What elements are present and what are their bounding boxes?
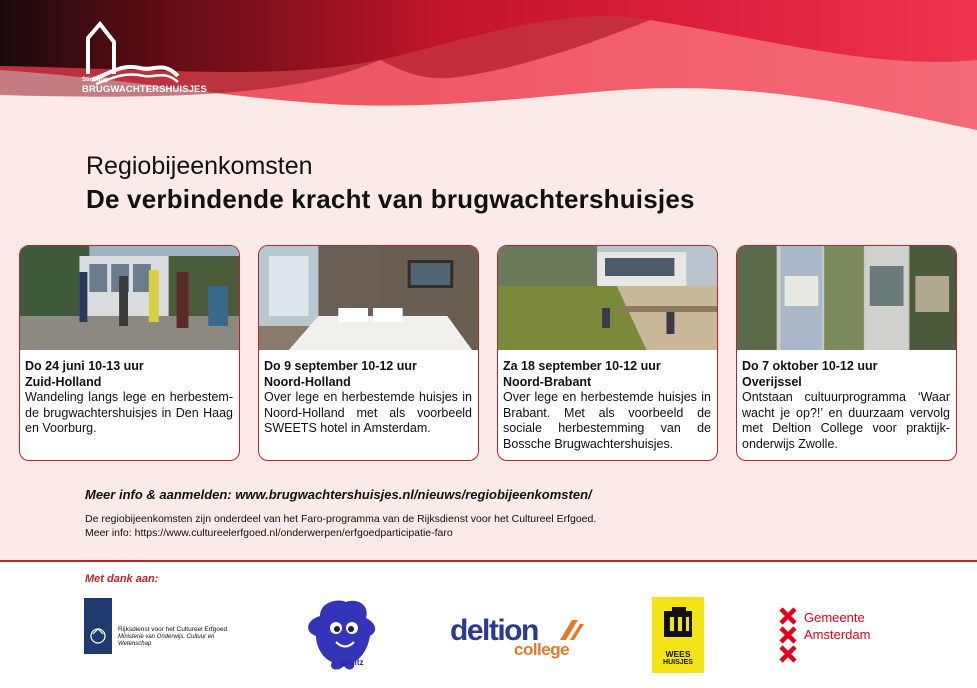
event-photo bbox=[20, 246, 239, 350]
event-photo bbox=[259, 246, 478, 350]
logo-small-text: Stichting bbox=[82, 77, 108, 83]
deltion-word: deltion bbox=[450, 614, 538, 647]
thanks-label: Met dank aan: bbox=[85, 573, 159, 585]
wees-label: WEES bbox=[665, 649, 691, 659]
event-card-overijssel bbox=[736, 245, 957, 461]
event-description: Over lege en herbestemde huisjes in Brabant. Met als voorbeeld de sociale herbestemming van de Bossche Brugwachtershuisjes. bbox=[503, 390, 711, 451]
wees-house-icon bbox=[652, 597, 704, 649]
logo-name: BRUGWACHTERSHUISJES bbox=[82, 84, 207, 95]
rijksdienst-logo bbox=[84, 598, 244, 654]
gemeente-amsterdam-logo bbox=[778, 607, 908, 667]
deltion-logo bbox=[450, 614, 585, 664]
sponsors-footer bbox=[0, 562, 977, 688]
event-date: Do 7 oktober 10-12 uur bbox=[742, 359, 878, 373]
more-info-link[interactable]: Meer info & aanmelden: www.brugwachtershuisjes.nl/nieuws/regiobijeenkomsten/ bbox=[85, 487, 592, 502]
amsterdam-crosses-icon bbox=[778, 607, 798, 665]
ministerie-name-cont: Wetenschap bbox=[118, 641, 152, 647]
event-region: Noord-Holland bbox=[264, 374, 351, 389]
faro-link[interactable]: Meer info: https://www.cultureelerfgoed.nl/onderwerpen/erfgoedparticipatie-faro bbox=[85, 527, 453, 539]
faro-note: De regiobijeenkomsten zijn onderdeel van het Faro-programma van de Rijksdienst voor het Cultureel Erfgoed. bbox=[85, 513, 597, 525]
wees-huisjes-logo bbox=[652, 597, 704, 673]
event-card-noord-holland bbox=[258, 245, 479, 461]
deltion-slash-icon bbox=[556, 618, 584, 642]
gooitz-label: gooitz bbox=[340, 658, 364, 667]
huisjes-label: HUISJES bbox=[663, 659, 693, 666]
event-description: Over lege en herbestemde huisjes in Noord-Holland met als voorbeeld SWEETS hotel in Amsterdam. bbox=[264, 390, 472, 436]
event-date: Do 24 juni 10-13 uur bbox=[25, 359, 144, 373]
event-region: Zuid-Holland bbox=[25, 374, 102, 389]
event-card-zuid-holland bbox=[19, 245, 240, 461]
event-region: Noord-Brabant bbox=[503, 374, 592, 389]
event-date: Za 18 september 10-12 uur bbox=[503, 359, 661, 373]
gemeente-label: Gemeente bbox=[804, 610, 865, 625]
subtitle: Regiobijeenkomsten bbox=[86, 152, 313, 180]
event-date: Do 9 september 10-12 uur bbox=[264, 359, 417, 373]
event-photo bbox=[498, 246, 717, 350]
page-title: De verbindende kracht van brugwachtershuisjes bbox=[86, 184, 695, 214]
ministerie-name: Ministerie van Onderwijs, Cultuur en bbox=[118, 634, 215, 640]
event-description: Ontstaan cultuurprogramma ‘Waar wacht je op?!’ en duurzaam vervolg met Deltion College voor praktijk-onderwijs Zwolle. bbox=[742, 390, 950, 451]
event-card-noord-brabant bbox=[497, 245, 718, 461]
deltion-college: college bbox=[514, 640, 570, 659]
amsterdam-label: Amsterdam bbox=[804, 627, 871, 642]
event-photo bbox=[737, 246, 956, 350]
event-region: Overijssel bbox=[742, 374, 802, 389]
rijksdienst-name: Rijksdienst voor het Cultureel Erfgoed bbox=[118, 626, 228, 633]
event-description: Wandeling langs lege en herbestem-de brugwachtershuisjes in Den Haag en Voorburg. bbox=[25, 390, 233, 436]
rijksoverheid-emblem-icon bbox=[84, 598, 112, 654]
